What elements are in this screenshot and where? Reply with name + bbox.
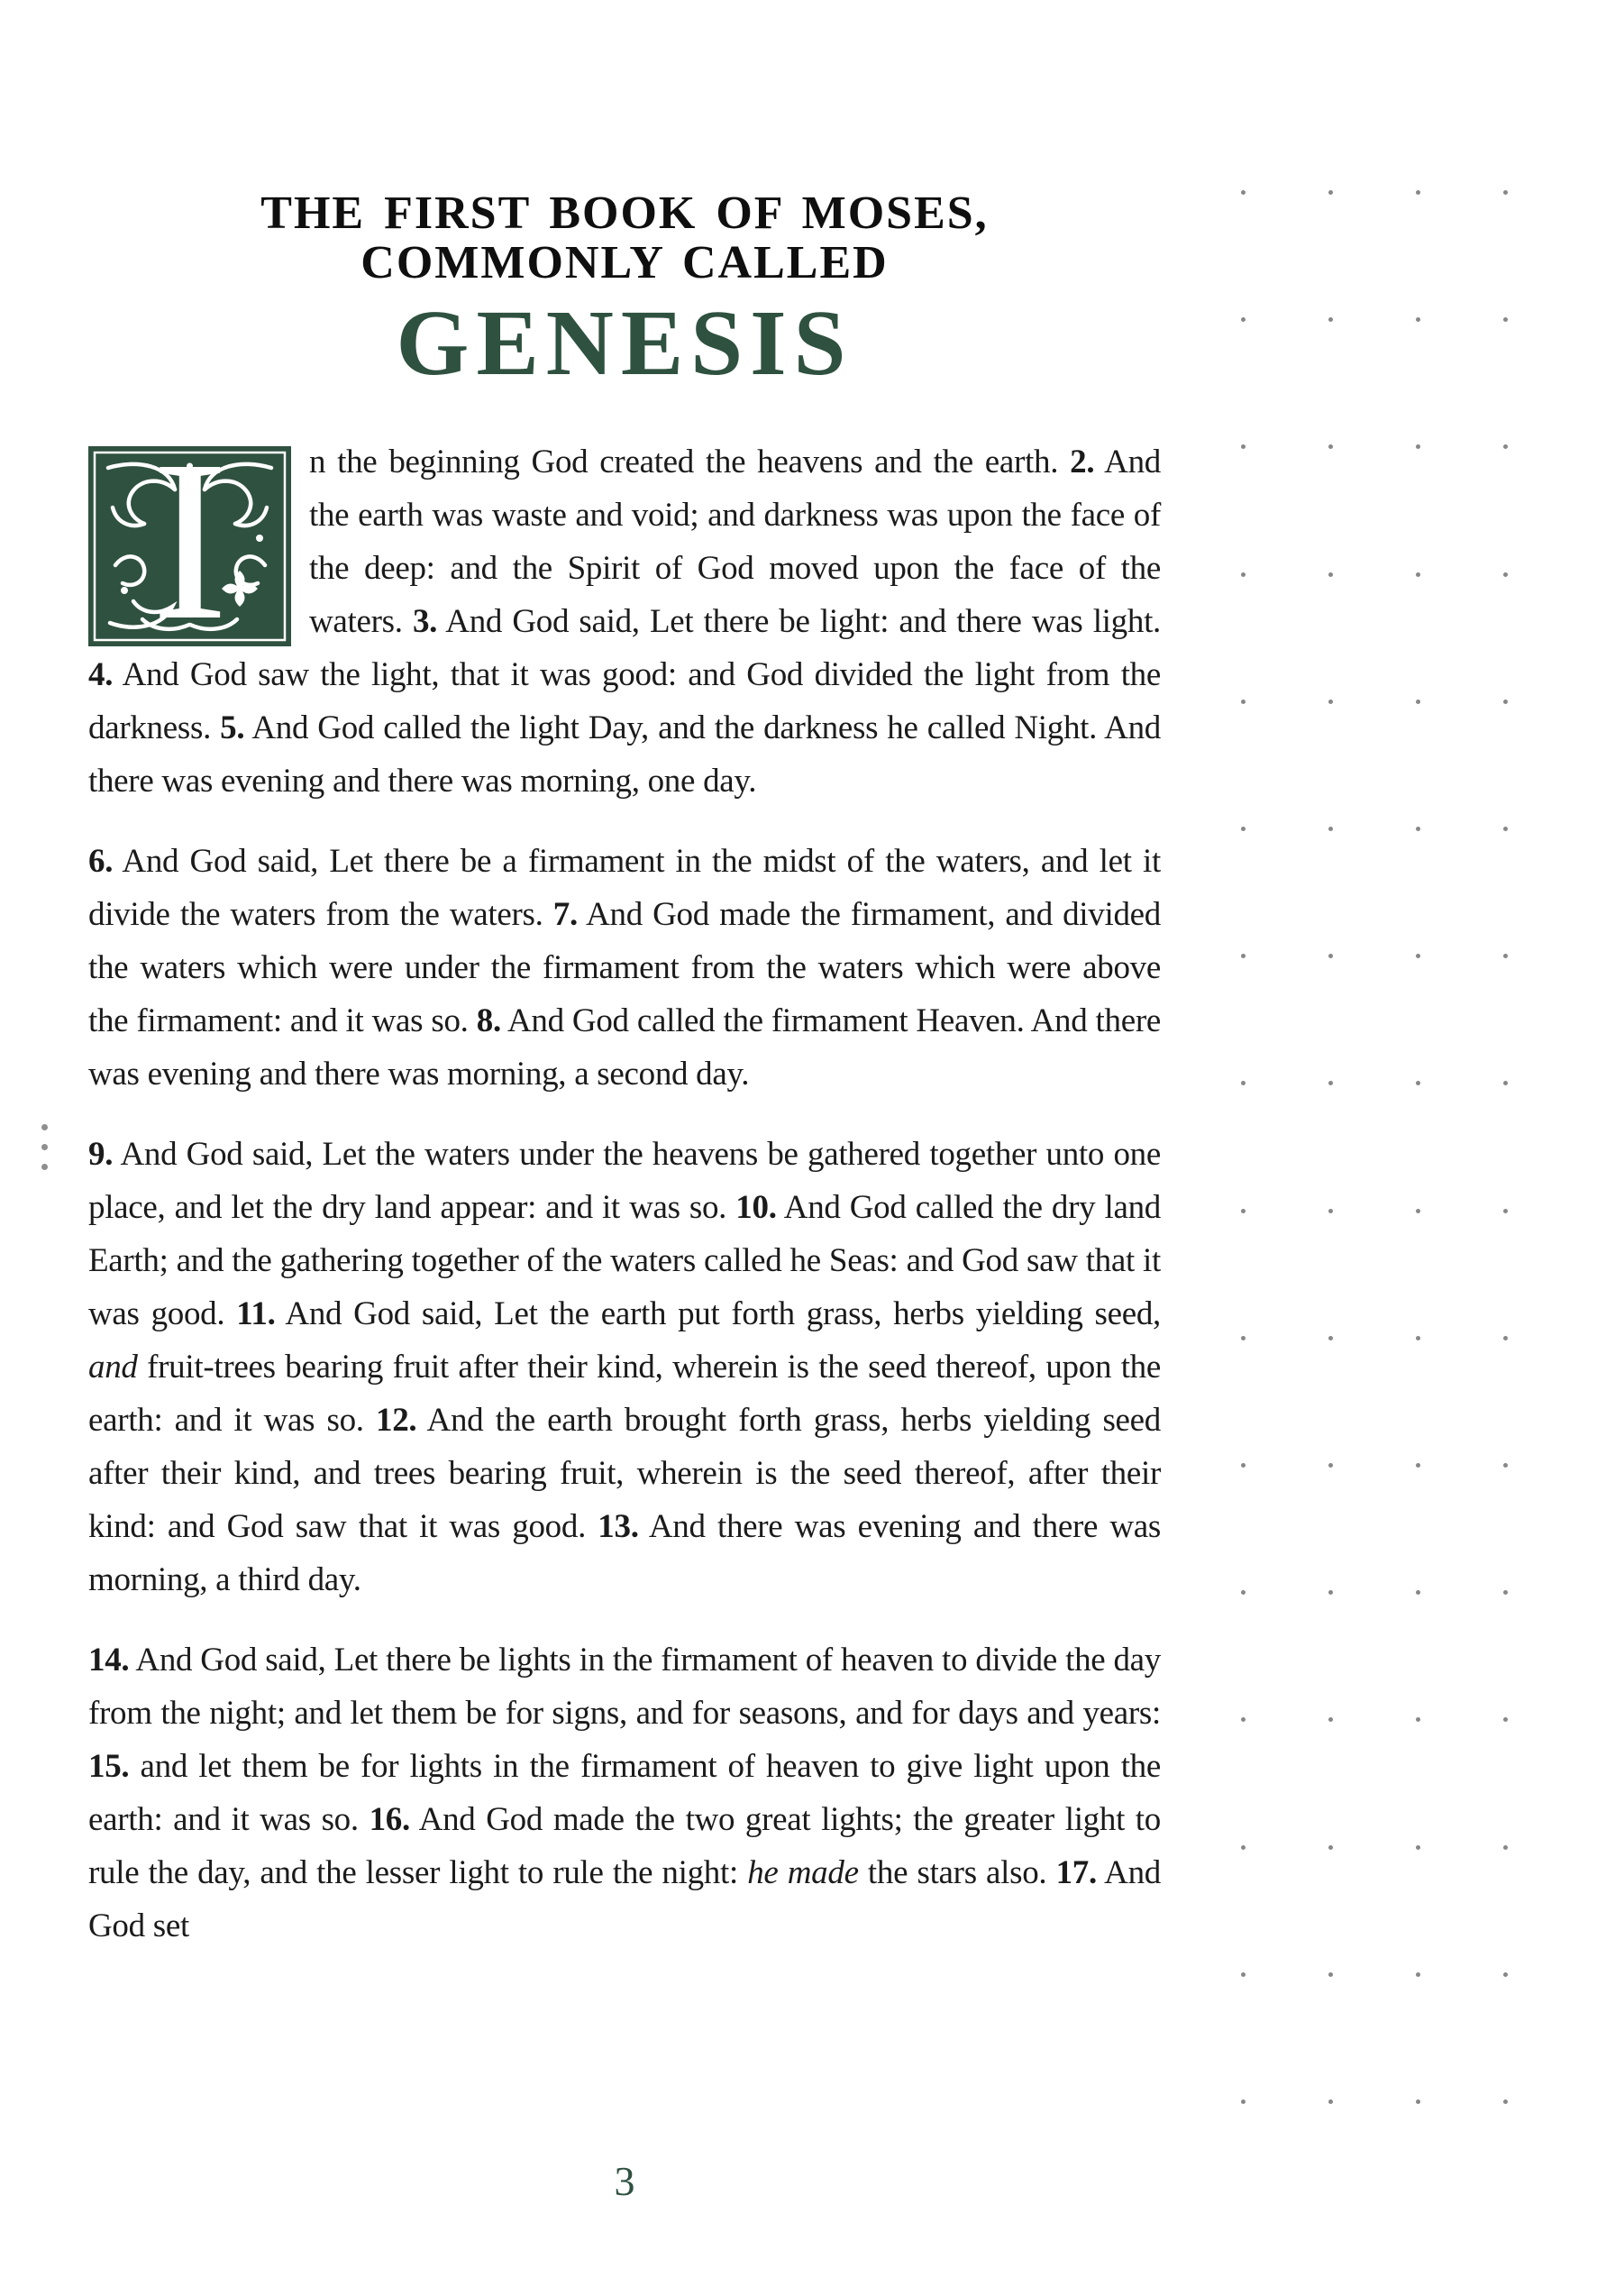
grid-dot	[1503, 444, 1508, 449]
grid-dot	[1241, 954, 1246, 958]
scripture-run: And God called the dry land Earth; and the gathering together of the waters called he Seas: and God saw that it was good.	[88, 1189, 1161, 1332]
grid-dot	[1241, 1081, 1246, 1085]
grid-dot	[1328, 1081, 1333, 1085]
grid-dot	[1241, 317, 1246, 322]
dot-grid-decoration	[1241, 190, 1511, 2110]
grid-dot	[1416, 1845, 1420, 1850]
grid-dot	[1503, 954, 1508, 958]
verse-number: 11.	[236, 1295, 276, 1332]
grid-dot	[1416, 317, 1420, 322]
handle-dot-icon	[41, 1144, 48, 1150]
book-supertitle-line2: COMMONLY CALLED	[360, 237, 889, 288]
verse-number: 12.	[376, 1402, 417, 1439]
grid-dot	[1503, 1717, 1508, 1722]
scripture-run: And God made the firmament, and divided the waters which were under the firmament from the waters which were above the firmament: and it was so.	[88, 896, 1161, 1039]
verse-number: 9.	[88, 1136, 114, 1173]
scripture-run: And God said, Let there be light: and there was light.	[437, 603, 1161, 640]
scripture-paragraph	[88, 435, 1161, 808]
grid-dot	[1503, 700, 1508, 704]
drag-handle[interactable]	[38, 1124, 50, 1170]
page-number: 3	[614, 2158, 635, 2204]
grid-dot	[1241, 827, 1246, 831]
grid-dot	[1503, 1590, 1508, 1595]
scripture-run: And God said, Let the waters under the heavens be gathered together unto one place, and let the dry land appear: and it was so.	[88, 1136, 1161, 1226]
scripture-run: And God called the firmament Heaven. And there was evening and there was morning, a second day.	[88, 1002, 1162, 1093]
grid-dot	[1241, 190, 1246, 195]
verse-number: 8.	[476, 1002, 501, 1039]
verse-number: 17.	[1055, 1854, 1097, 1891]
grid-dot	[1241, 1972, 1246, 1977]
grid-dot	[1328, 1463, 1333, 1468]
scripture-run: fruit-trees bearing fruit after their kind, wherein is the seed thereof, upon the earth: and it was so.	[88, 1349, 1161, 1439]
grid-dot	[1503, 572, 1508, 577]
grid-dot	[1328, 1209, 1333, 1213]
grid-dot	[1503, 317, 1508, 322]
verse-number: 10.	[735, 1189, 777, 1226]
scripture-paragraph	[88, 835, 1161, 1101]
grid-dot	[1241, 1463, 1246, 1468]
scripture-run: And God said, Let the earth put forth grass, herbs yielding seed,	[275, 1295, 1161, 1332]
grid-dot	[1416, 1717, 1420, 1722]
grid-dot	[1241, 1845, 1246, 1850]
grid-dot	[1416, 444, 1420, 449]
verse-number: 7.	[552, 896, 578, 933]
grid-dot	[1503, 1336, 1508, 1340]
grid-dot	[1241, 1336, 1246, 1340]
grid-dot	[1328, 1972, 1333, 1977]
grid-dot	[1503, 1972, 1508, 1977]
grid-dot	[1241, 572, 1246, 577]
scripture-paragraph	[88, 1633, 1161, 1953]
emphasis-text: he made	[747, 1854, 859, 1891]
scripture-text	[88, 435, 1161, 1980]
grid-dot	[1416, 190, 1420, 195]
grid-dot	[1416, 1209, 1420, 1213]
grid-dot	[1241, 2099, 1246, 2104]
grid-dot	[1503, 827, 1508, 831]
scripture-run: And God made the two great lights; the greater light to rule the day, and the lesser light to rule the night:	[88, 1801, 1161, 1891]
scripture-run: And there was evening and there was morning, a third day.	[88, 1508, 1162, 1598]
grid-dot	[1328, 444, 1333, 449]
grid-dot	[1416, 700, 1420, 704]
verse-number: 16.	[369, 1801, 410, 1838]
book-title: GENESIS	[396, 291, 853, 395]
grid-dot	[1328, 1590, 1333, 1595]
grid-dot	[1328, 1845, 1333, 1850]
drop-cap-initial	[88, 446, 291, 646]
grid-dot	[1503, 190, 1508, 195]
handle-dot-icon	[41, 1124, 48, 1130]
verse-number: 6.	[88, 843, 114, 880]
grid-dot	[1328, 1717, 1333, 1722]
grid-dot	[1328, 1336, 1333, 1340]
grid-dot	[1503, 1463, 1508, 1468]
scripture-run: And the earth brought forth grass, herbs yielding seed after their kind, and trees bearing fruit, wherein is the seed thereof, after their kind: and God saw that it was good.	[88, 1402, 1161, 1545]
verse-number: 14.	[88, 1642, 130, 1679]
verse-number: 15.	[88, 1748, 130, 1785]
grid-dot	[1503, 1209, 1508, 1213]
verse-number: 5.	[220, 709, 245, 746]
grid-dot	[1328, 317, 1333, 322]
grid-dot	[1241, 1717, 1246, 1722]
grid-dot	[1241, 1590, 1246, 1595]
grid-dot	[1416, 572, 1420, 577]
grid-dot	[1416, 1463, 1420, 1468]
verse-number: 4.	[88, 656, 114, 693]
drop-cap-letter: I	[151, 446, 228, 646]
grid-dot	[1416, 1336, 1420, 1340]
grid-dot	[1328, 700, 1333, 704]
scripture-run: And God set	[88, 1854, 1161, 1944]
grid-dot	[1241, 1209, 1246, 1213]
grid-dot	[1328, 572, 1333, 577]
grid-dot	[1416, 1972, 1420, 1977]
grid-dot	[1241, 444, 1246, 449]
grid-dot	[1503, 1081, 1508, 1085]
scripture-run: And God called the light Day, and the darkness he called Night. And there was evening and there was morning, one day.	[88, 709, 1161, 800]
grid-dot	[1416, 827, 1420, 831]
verse-number: 2.	[1070, 444, 1095, 480]
handle-dot-icon	[41, 1164, 48, 1170]
scripture-run: And the earth was waste and void; and darkness was upon the face of the deep: and the Spirit of God moved upon the face of the waters.	[309, 444, 1162, 640]
grid-dot	[1416, 954, 1420, 958]
scripture-run: And God said, Let there be a firmament in the midst of the waters, and let it divide the waters from the waters.	[88, 843, 1161, 933]
grid-dot	[1503, 2099, 1508, 2104]
scripture-run: And God saw the light, that it was good: and God divided the light from the darkness.	[88, 656, 1161, 746]
verse-number: 3.	[412, 603, 438, 640]
emphasis-text: and	[88, 1349, 138, 1386]
scripture-paragraph	[88, 1128, 1161, 1606]
grid-dot	[1241, 700, 1246, 704]
verse-number: 13.	[598, 1508, 639, 1545]
scripture-run: the stars also.	[858, 1854, 1056, 1891]
grid-dot	[1328, 954, 1333, 958]
grid-dot	[1416, 1081, 1420, 1085]
grid-dot	[1328, 827, 1333, 831]
book-supertitle-line1: THE FIRST BOOK OF MOSES,	[260, 188, 989, 239]
grid-dot	[1328, 2099, 1333, 2104]
scripture-run: And God said, Let there be lights in the firmament of heaven to divide the day from the night; and let them be for signs, and for seasons, and for days and years:	[88, 1642, 1161, 1732]
scripture-run: n the beginning God created the heavens and the earth.	[309, 444, 1071, 480]
grid-dot	[1416, 1590, 1420, 1595]
grid-dot	[1503, 1845, 1508, 1850]
grid-dot	[1328, 190, 1333, 195]
scripture-run: and let them be for lights in the firmament of heaven to give light upon the earth: and it was so.	[88, 1748, 1161, 1838]
grid-dot	[1416, 2099, 1420, 2104]
